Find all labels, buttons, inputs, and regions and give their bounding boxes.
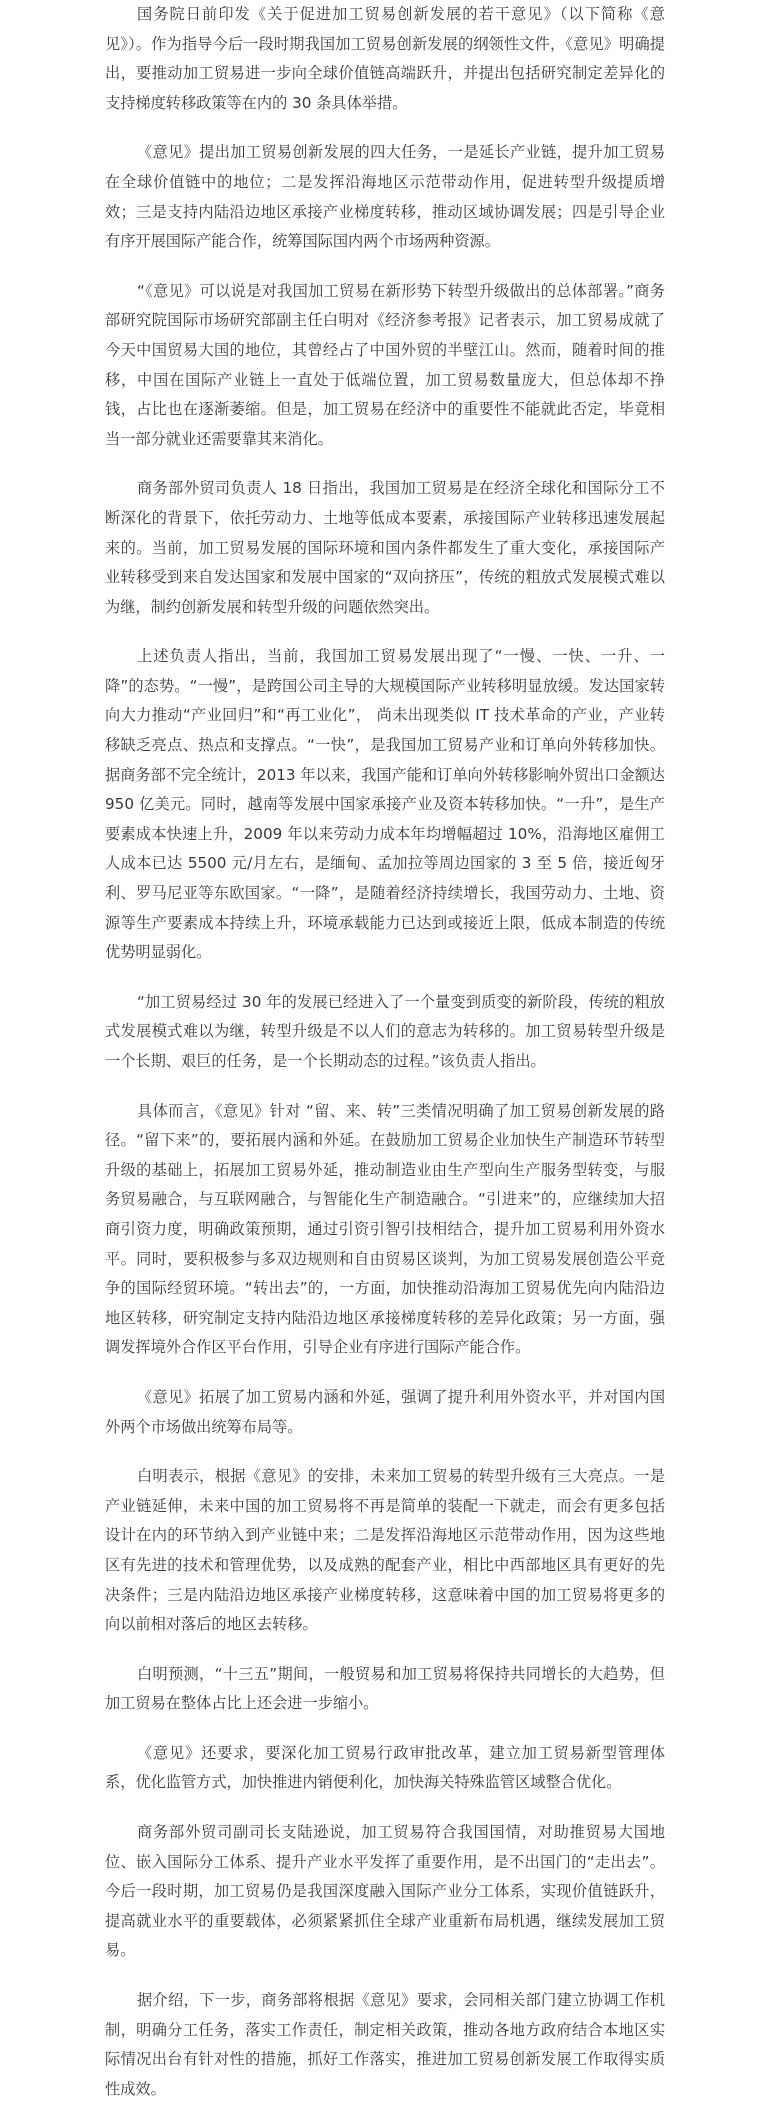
paragraph-13: 据介绍，下一步，商务部将根据《意见》要求，会同相关部门建立协调工作机制，明确分工任务，落实工作责任，制定相关政策，推动各地方政府结合本地区实际情况出台有针对性的措施，抓好工作落实，推进加工贸易创新发展工作取得实质性成效。 <box>105 1991 665 2098</box>
paragraph-9: 白明表示，根据《意见》的安排，未来加工贸易的转型升级有三大亮点。一是产业链延伸，未来中国的加工贸易将不再是简单的装配一下就走，而会有更多包括设计在内的环节纳入到产业链中来；二是发挥沿海地区示范带动作用，因为这些地区有先进的技术和管理优势，以及成熟的配套产业，相比中西部地区具有更好的先决条件；三是内陆沿边地区承接产业梯度转移，这意味着中国的加工贸易将更多的向以前相对落后的地区去转移。 <box>105 1467 665 1634</box>
paragraph-5: 上述负责人指出，当前，我国加工贸易发展出现了“一慢、一快、一升、一降”的态势。“一慢”，是跨国公司主导的大规模国际产业转移明显放缓。发达国家转向大力推动“产业回归”和“再工业化”， 尚未出现类似 IT 技术革命的产业，产业转移缺乏亮点、热点和支撑点。“一快”，是我国加工贸易产业和订单向外转移加快。据商务部不完全统计，2013 年以来，我国产能和订单向外转移影响外贸出口金额达 950 亿美元。同时，越南等发展中国家承接产业及资本转移加快。“一升”，是生产要素成本快速上升，2009 年以来劳动力成本年均增幅超过 10%，沿海地区雇佣工人成本已达 5500 元/月左右，是缅甸、孟加拉等周边国家的 3 至 5 倍，接近匈牙利、罗马尼亚等东欧国家。“一降”，是随着经济持续增长，我国劳动力、土地、资源等生产要素成本持续上升，环境承载能力已达到或接近上限，低成本制造的传统优势明显弱化。 <box>105 647 665 962</box>
paragraph-1: 国务院日前印发《关于促进加工贸易创新发展的若干意见》（以下简称《意见》）。作为指导今后一段时期我国加工贸易创新发展的纲领性文件，《意见》明确提出，要推动加工贸易进一步向全球价值链高端跃升，并提出包括研究制定差异化的支持梯度转移政策等在内的 30 条具体举措。 <box>105 5 665 112</box>
paragraph-6: “加工贸易经过 30 年的发展已经进入了一个量变到质变的新阶段，传统的粗放式发展模式难以为继，转型升级是不以人们的意志为转移的。加工贸易转型升级是一个长期、艰巨的任务，是一个长期动态的过程。”该负责人指出。 <box>105 992 665 1070</box>
paragraph-10: 白明预测，“十三五”期间，一般贸易和加工贸易将保持共同增长的大趋势，但加工贸易在整体占比上还会进一步缩小。 <box>105 1664 665 1713</box>
paragraph-4: 商务部外贸司负责人 18 日指出，我国加工贸易是在经济全球化和国际分工不断深化的背景下，依托劳动力、土地等低成本要素，承接国际产业转移迅速发展起来的。当前，加工贸易发展的国际环境和国内条件都发生了重大变化，承接国际产业转移受到来自发达国家和发展中国家的“双向挤压”，传统的粗放式发展模式难以为继，制约创新发展和转型升级的问题依然突出。 <box>105 479 665 616</box>
paragraph-7: 具体而言，《意见》针对 “留、来、转”三类情况明确了加工贸易创新发展的路径。“留下来”的，要拓展内涵和外延。在鼓励加工贸易企业加快生产制造环节转型升级的基础上，拓展加工贸易外延，推动制造业由生产型向生产服务型转变，与服务贸易融合，与互联网融合，与智能化生产制造融合。“引进来”的，应继续加大招商引资力度，明确政策预期，通过引资引智引技相结合，提升加工贸易利用外资水平。同时，要积极参与多双边规则和自由贸易区谈判，为加工贸易发展创造公平竞争的国际经贸环境。“转出去”的，一方面，加快推动沿海加工贸易优先向内陆沿边地区转移，研究制定支持内陆沿边地区承接梯度转移的差异化政策；另一方面，强调发挥境外合作区平台作用，引导企业有序进行国际产能合作。 <box>105 1101 665 1357</box>
paragraph-2: 《意见》提出加工贸易创新发展的四大任务，一是延长产业链，提升加工贸易在全球价值链中的地位；二是发挥沿海地区示范带动作用，促进转型升级提质增效；三是支持内陆沿边地区承接产业梯度转移，推动区域协调发展；四是引导企业有序开展国际产能合作，统筹国际国内两个市场两种资源。 <box>105 143 665 251</box>
article-body <box>105 0 665 2124</box>
paragraph-11: 《意见》还要求，要深化加工贸易行政审批改革，建立加工贸易新型管理体系，优化监管方式，加快推进内销便利化，加快海关特殊监管区域整合优化。 <box>105 1743 665 1792</box>
paragraph-8: 《意见》拓展了加工贸易内涵和外延，强调了提升利用外资水平，并对国内国外两个市场做出统筹布局等。 <box>105 1387 665 1436</box>
paragraph-12: 商务部外贸司副司长支陆逊说，加工贸易符合我国国情，对助推贸易大国地位、嵌入国际分工体系、提升产业水平发挥了重要作用，是不出国门的“走出去”。今后一段时期，加工贸易仍是我国深度融入国际产业分工体系，实现价值链跃升，提高就业水平的重要载体，必须紧紧抓住全球产业重新布局机遇，继续发展加工贸易。 <box>105 1823 665 1960</box>
paragraph-3: “《意见》可以说是对我国加工贸易在新形势下转型升级做出的总体部署。”商务部研究院国际市场研究部副主任白明对《经济参考报》记者表示，加工贸易成就了今天中国贸易大国的地位，其曾经占了中国外贸的半壁江山。然而，随着时间的推移，中国在国际产业链上一直处于低端位置，加工贸易数量庞大，但总体却不挣钱，占比也在逐渐萎缩。但是，加工贸易在经济中的重要性不能就此否定，毕竟相当一部分就业还需要靠其来消化。 <box>105 281 665 448</box>
